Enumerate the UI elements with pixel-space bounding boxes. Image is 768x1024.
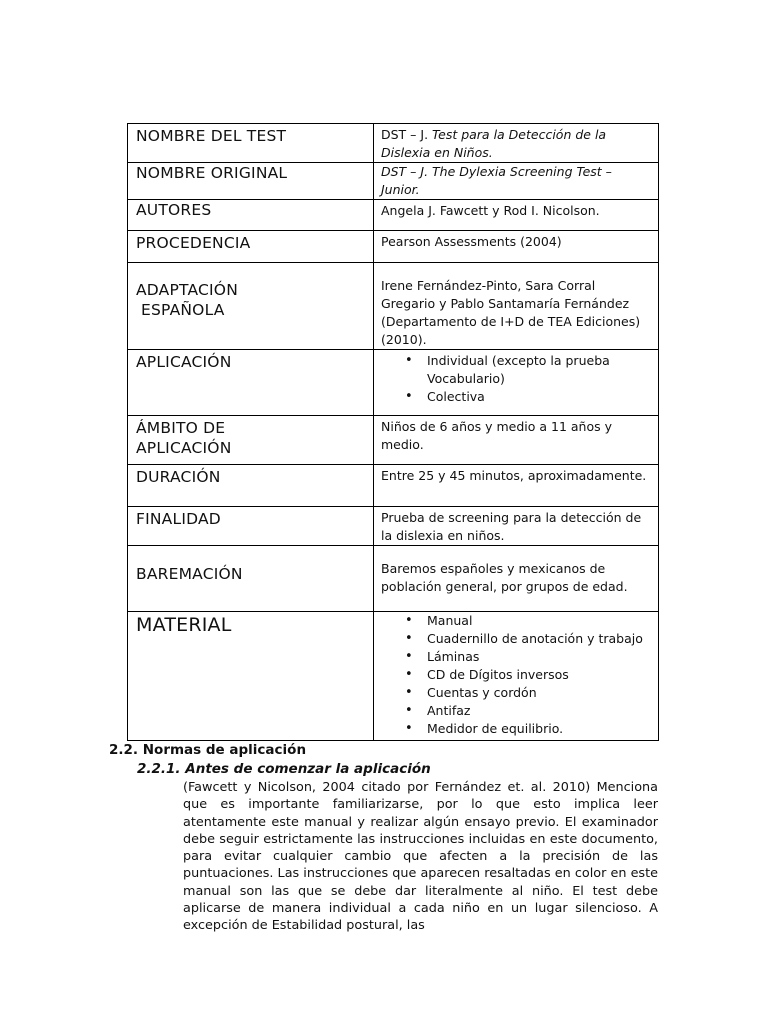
list-item: • Láminas [427,648,652,666]
list-item: • Medidor de equilibrio. [427,720,652,738]
row-autores [128,200,659,231]
label-ambito-line1: ÁMBITO DE [136,419,226,437]
label-autores: AUTORES [128,200,374,231]
value-adaptacion: Irene Fernández-Pinto, Sara Corral Gregario y Pablo Santamaría Fernández (Departamento de I+D de TEA Ediciones) (2010). [374,263,659,350]
aplicacion-list [381,352,652,406]
row-aplicacion [128,350,659,416]
list-item: • Cuadernillo de anotación y trabajo [427,630,652,648]
row-adaptacion [128,263,659,350]
value-procedencia: Pearson Assessments (2004) [374,231,659,263]
value-duracion: Entre 25 y 45 minutos, aproximadamente. [374,465,659,507]
subsection-heading: 2.2.1. Antes de comenzar la aplicación [137,761,431,777]
value-nombre-test [374,124,659,163]
label-finalidad: FINALIDAD [128,507,374,546]
list-item: • Cuentas y cordón [427,684,652,702]
value-finalidad: Prueba de screening para la detección de la dislexia en niños. [374,507,659,546]
label-nombre-original: NOMBRE ORIGINAL [128,163,374,200]
label-nombre-test: NOMBRE DEL TEST [128,124,374,163]
label-material: MATERIAL [128,612,374,741]
label-adaptacion [128,263,374,350]
value-nombre-test-italic: Test para la Detección de la Dislexia en Niños. [381,127,607,160]
label-procedencia: PROCEDENCIA [128,231,374,263]
list-item: • CD de Dígitos inversos [427,666,652,684]
test-info-table [127,123,659,741]
row-ambito [128,416,659,465]
value-ambito: Niños de 6 años y medio a 11 años y medio. [374,416,659,465]
label-baremacion: BAREMACIÓN [128,546,374,612]
value-baremacion: Baremos españoles y mexicanos de población general, por grupos de edad. [374,546,659,612]
value-material [374,612,659,741]
material-list [381,612,652,738]
label-ambito [128,416,374,465]
value-nombre-original: DST – J. The Dylexia Screening Test – Junior. [374,163,659,200]
label-adaptacion-line1: ADAPTACIÓN [136,281,239,299]
label-duracion: DURACIÓN [128,465,374,507]
list-item: • Individual (excepto la prueba Vocabulario) [427,352,652,388]
value-nombre-test-plain: DST – J. [381,127,433,142]
value-aplicacion [374,350,659,416]
list-item: • Manual [427,612,652,630]
list-item: • Antifaz [427,702,652,720]
row-finalidad [128,507,659,546]
row-material [128,612,659,741]
label-adaptacion-line2: ESPAÑOLA [141,301,225,319]
list-item: • Colectiva [427,388,652,406]
row-nombre-original [128,163,659,200]
row-baremacion [128,546,659,612]
section-heading: 2.2. Normas de aplicación [109,742,307,758]
row-procedencia [128,231,659,263]
value-autores: Angela J. Fawcett y Rod I. Nicolson. [374,200,659,231]
label-aplicacion: APLICACIÓN [128,350,374,416]
row-nombre-test [128,124,659,163]
body-paragraph: (Fawcett y Nicolson, 2004 citado por Fernández et. al. 2010) Menciona que es importante familiarizarse, por lo que esto implica leer atentamente este manual y realizar algún ensayo previo. El examinador debe seguir estrictamente las instrucciones incluidas en este documento, para evitar cualquier cambio que afecten a la precisión de las puntuaciones. Las instrucciones que aparecen resaltadas en color en este manual son las que se debe dar literalmente al niño. El test debe aplicarse de manera individual a cada niño en un lugar silencioso. A excepción de Estabilidad postural, las [183,780,658,934]
label-ambito-line2: APLICACIÓN [136,439,232,457]
row-duracion [128,465,659,507]
